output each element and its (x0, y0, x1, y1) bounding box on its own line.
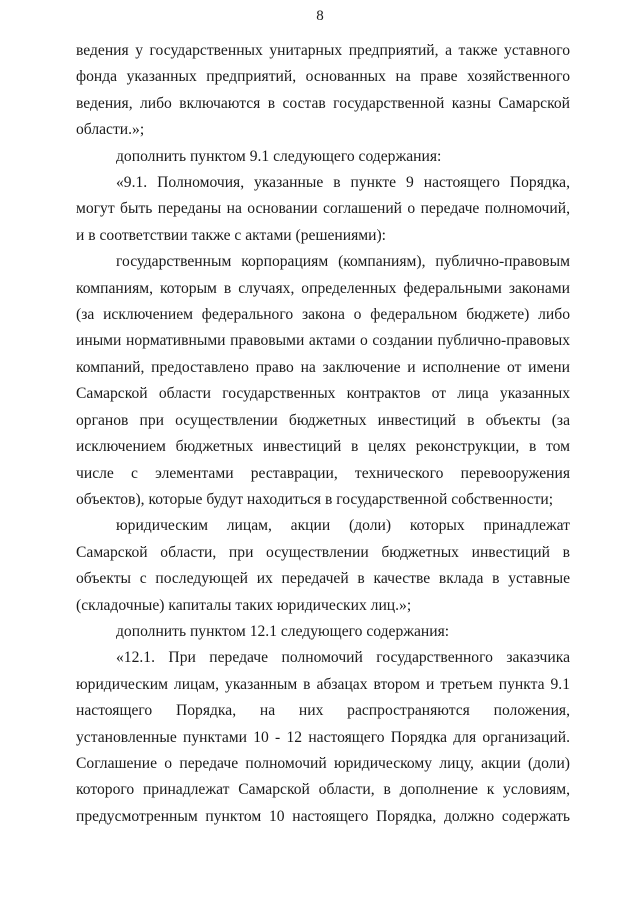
paragraph-7: «12.1. При передаче полномочий государственного заказчика юридическим лицам, указанным в абзацах втором и третьем пункта 9.1 настоящего Порядка, на них распространяются положения, установленные пунктами 10 - 12 настоящего Порядка для организаций. Соглашение о передаче полномочий юридическому лицу, акции (доли) которого принадлежат Самарской области, в дополнение к условиям, предусмотренным пунктом 10 настоящего Порядка, должно содержать (76, 649, 570, 825)
paragraph-6: дополнить пунктом 12.1 следующего содержания: (116, 622, 450, 640)
document-body (76, 38, 570, 830)
paragraph-5: юридическим лицам, акции (доли) которых принадлежат Самарской области, при осуществлении бюджетных инвестиций в объекты с последующей их передачей в качестве вклада в уставные (складочные) капиталы таких юридических лиц.»; (76, 517, 570, 614)
paragraph-4: государственным корпорациям (компаниям), публично-правовым компаниям, которым в случаях, определенных федеральными законами (за исключением федерального закона о федеральном бюджете) либо иными нормативными правовыми актами о создании публично-правовых компаний, предоставлено право на заключение и исполнение от имени Самарской области государственных контрактов от лица указанных органов при осуществлении бюджетных инвестиций в объекты (за исключением бюджетных инвестиций в целях реконструкции, в том числе с элементами реставрации, технического перевооружения объектов), которые будут находиться в государственной собственности; (76, 253, 570, 508)
page-number: 8 (316, 8, 324, 24)
paragraph-3: «9.1. Полномочия, указанные в пункте 9 настоящего Порядка, могут быть переданы на основании соглашений о передаче полномочий, и в соответствии также с актами (решениями): (76, 174, 570, 244)
paragraph-1: ведения у государственных унитарных предприятий, а также уставного фонда указанных предприятий, основанных на праве хозяйственного ведения, либо включаются в состав государственной казны Самарской области.»; (76, 42, 570, 139)
paragraph-2: дополнить пунктом 9.1 следующего содержания: (116, 147, 442, 165)
